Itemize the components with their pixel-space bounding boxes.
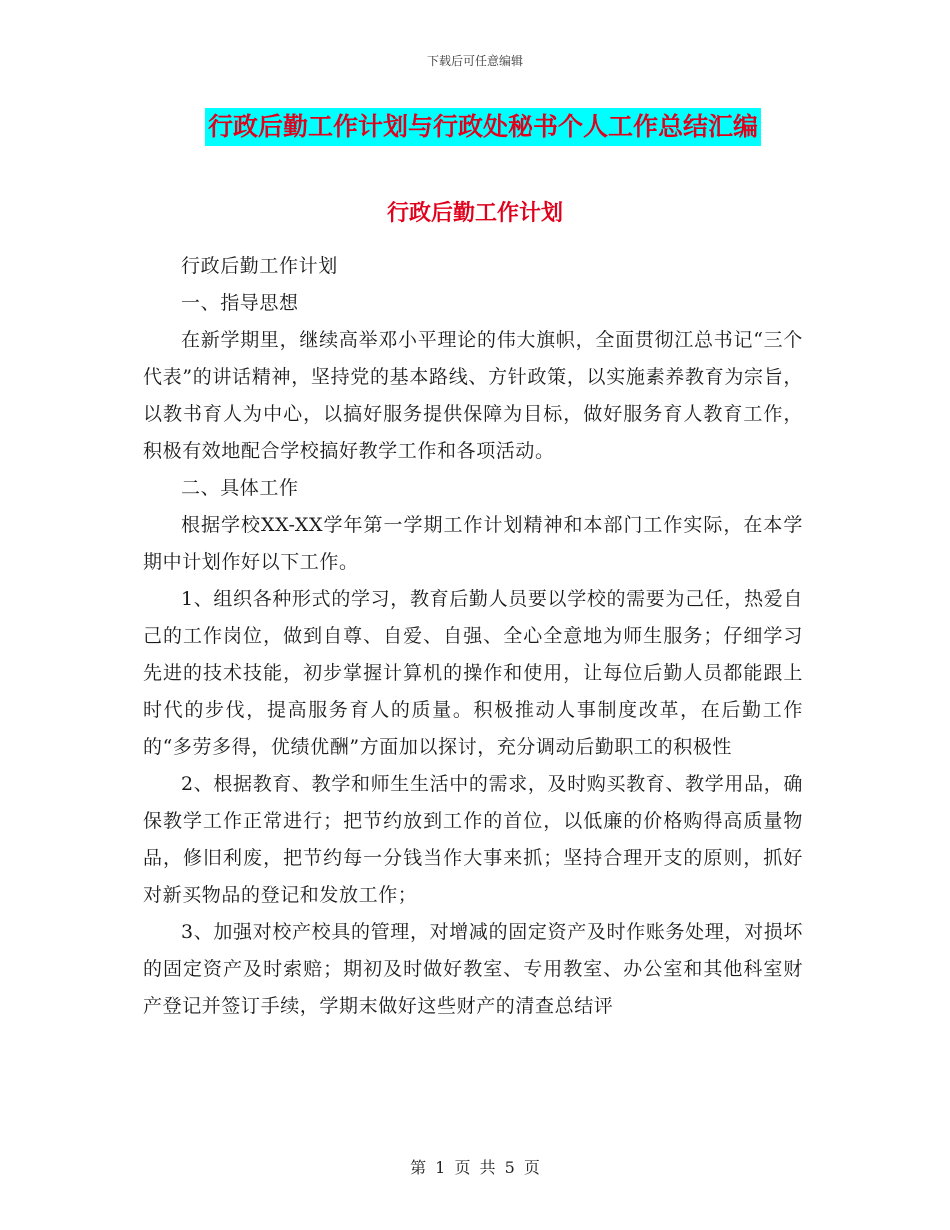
paragraph-item-3: 3、加强对校产校具的管理，对增减的固定资产及时作账务处理，对损坏的固定资产及时索赔；期初及时做好教室、专用教室、办公室和其他科室财产登记并签订手续，学期末做好这些财产的清查总结评 — [143, 921, 803, 1017]
page-header-note: 下载后可任意编辑 — [426, 54, 523, 68]
page-number: 第 1 页 共 5 页 — [410, 1158, 540, 1177]
paragraph-guiding-ideology: 在新学期里，继续高举邓小平理论的伟大旗帜，全面贯彻江总书记“三个代表”的讲话精神，坚持党的基本路线、方针政策，以实施素养教育为宗旨，以教书育人为中心，以搞好服务提供保障为目标，做好服务育人教育工作，积极有效地配合学校搞好教学工作和各项活动。 — [143, 329, 803, 462]
paragraph-item-2: 2、根据教育、教学和师生生活中的需求，及时购买教育、教学用品，确保教学工作正常进行；把节约放到工作的首位，以低廉的价格购得高质量物品，修旧利废，把节约每一分钱当作大事来抓；坚持合理开支的原则，抓好对新买物品的登记和发放工作； — [143, 773, 803, 906]
paragraph-heading: 行政后勤工作计划 — [181, 255, 338, 277]
paragraph-specific-work-heading: 二、具体工作 — [181, 477, 299, 499]
document-title: 行政后勤工作计划与行政处秘书个人工作总结汇编 — [205, 108, 761, 146]
paragraph-specific-work-intro: 根据学校XX-XX学年第一学期工作计划精神和本部门工作实际，在本学期中计划作好以下工作。 — [143, 514, 803, 573]
paragraph-item-1: 1、组织各种形式的学习，教育后勤人员要以学校的需要为己任，热爱自己的工作岗位，做到自尊、自爱、自强、全心全意地为师生服务；仔细学习先进的技术技能，初步掌握计算机的操作和使用，让每位后勤人员都能跟上时代的步伐，提高服务育人的质量。积极推动人事制度改革，在后勤工作的“多劳多得，优绩优酬”方面加以探讨，充分调动后勤职工的积极性 — [143, 588, 803, 758]
section-title: 行政后勤工作计划 — [386, 200, 563, 226]
paragraph-guiding-ideology-heading: 一、指导思想 — [181, 292, 299, 314]
document-body — [143, 248, 803, 1025]
